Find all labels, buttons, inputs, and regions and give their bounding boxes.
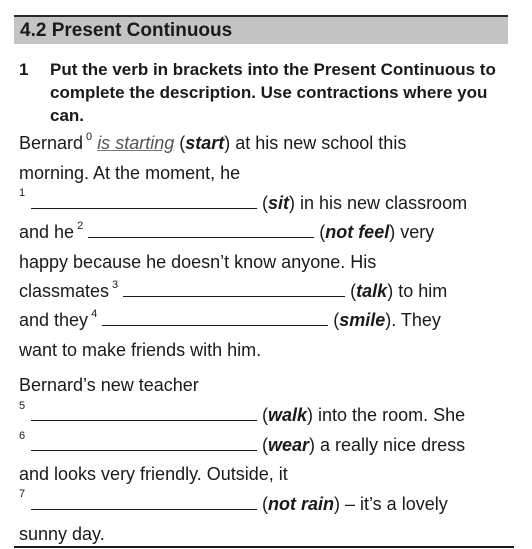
gap-number-5: 5	[19, 400, 26, 412]
text-line-1: Bernard $^0$ is starting (start) at his new school this	[19, 131, 407, 153]
gap-number-2: 2	[77, 220, 84, 232]
text-fragment: classmates	[19, 281, 110, 301]
text-line-11: (wear) a really nice dress	[19, 432, 465, 458]
text-fragment: ) – it’s a lovely	[334, 494, 448, 514]
text-fragment: happy because he doesn’t know anyone. His	[19, 252, 377, 272]
text-line-2	[19, 160, 240, 186]
answer-blank-4[interactable]	[102, 307, 328, 326]
answer-blank-2[interactable]	[88, 219, 314, 238]
answer-blank-3[interactable]	[123, 278, 345, 297]
text-line-7: and they $^4$ (smile). They	[19, 308, 441, 330]
section-title: 4.2 Present Continuous	[20, 20, 233, 41]
text-fragment: ) a really nice dress	[309, 435, 466, 455]
text-line-3: (sit) in his new classroom	[19, 190, 467, 216]
text-fragment: ) into the room. She	[307, 405, 466, 425]
text-line-13: (not rain) – it’s a lovely	[19, 491, 448, 517]
answer-blank-5[interactable]	[31, 402, 257, 421]
verb-prompt-6: wear	[268, 435, 310, 455]
text-fragment: sunny day.	[19, 524, 105, 544]
text-fragment: ) in his new classroom	[289, 193, 468, 213]
verb-prompt-7: not rain	[268, 494, 334, 514]
text-line-12	[19, 461, 288, 487]
text-fragment: ) very	[389, 222, 435, 242]
text-fragment: ) at his new school this	[224, 133, 407, 153]
verb-prompt-0: start	[185, 133, 225, 153]
exercise-instruction: Put the verb in brackets into the Present Continuous to complete the description. Use contractions where you can.	[50, 60, 496, 125]
text-fragment: and he	[19, 222, 75, 242]
text-fragment: Bernard	[19, 133, 84, 153]
text-fragment: and they	[19, 310, 89, 330]
text-fragment: morning. At the moment, he	[19, 163, 241, 183]
gap-number-7: 7	[19, 488, 26, 500]
answer-blank-6[interactable]	[31, 432, 257, 451]
text-line-14	[19, 521, 105, 547]
answer-blank-1[interactable]	[31, 190, 257, 209]
gap-number-0: 0	[86, 131, 93, 143]
verb-prompt-5: walk	[268, 405, 308, 425]
text-line-10: (walk) into the room. She	[19, 402, 465, 428]
text-fragment: Bernard’s new teacher	[19, 375, 199, 395]
example-answer: is starting	[97, 133, 175, 153]
gap-number-1: 1	[19, 187, 26, 199]
gap-number-3: 3	[112, 279, 119, 291]
answer-blank-7[interactable]	[31, 491, 257, 510]
verb-prompt-3: talk	[356, 281, 388, 301]
gap-number-4: 4	[91, 308, 98, 320]
gap-number-6: 6	[19, 430, 26, 442]
text-fragment: ) to him	[387, 281, 448, 301]
text-line-4: and he $^2$ (not feel) very	[19, 220, 435, 242]
text-fragment: ). They	[385, 310, 441, 330]
text-line-9	[19, 372, 199, 398]
text-line-8	[19, 337, 261, 363]
text-fragment: and looks very friendly. Outside, it	[19, 464, 288, 484]
bottom-divider	[14, 546, 514, 548]
verb-prompt-4: smile	[339, 310, 386, 330]
text-line-5	[19, 249, 376, 275]
exercise-number: 1	[19, 60, 29, 79]
section-header-bar	[14, 15, 508, 44]
verb-prompt-1: sit	[268, 193, 290, 213]
text-fragment: want to make friends with him.	[19, 340, 262, 360]
verb-prompt-2: not feel	[325, 222, 390, 242]
text-line-6: classmates $^3$ (talk) to him	[19, 279, 448, 301]
